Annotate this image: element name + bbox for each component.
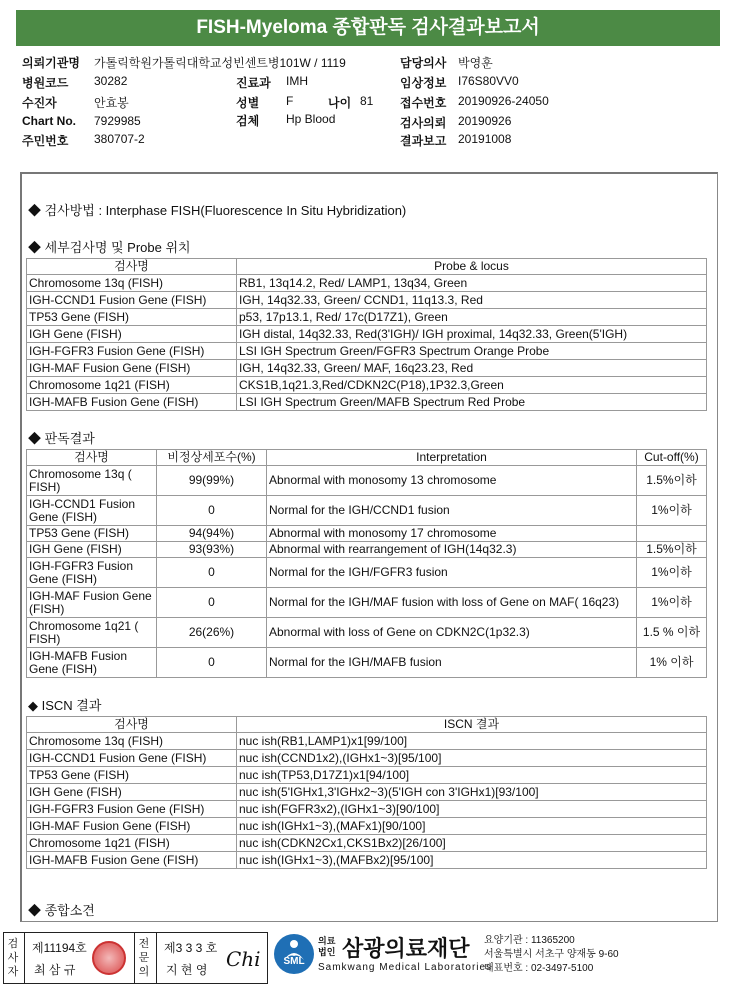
table-cell: Normal for the IGH/MAFB fusion <box>267 648 637 678</box>
org-name: 삼광의료재단 <box>342 936 470 961</box>
collector-label: 수진자 <box>22 96 57 110</box>
hospital-code-label: 병원코드 <box>22 76 69 90</box>
table-cell: IGH-MAFB Fusion Gene (FISH) <box>27 394 237 411</box>
age-label: 나이 <box>328 96 352 110</box>
table-cell: nuc ish(CDKN2Cx1,CKS1Bx2)[26/100] <box>237 835 707 852</box>
table-cell: IGH-MAF Fusion Gene (FISH) <box>27 360 237 377</box>
sml-logo-icon <box>274 934 314 974</box>
table-cell: CKS1B,1q21.3,Red/CDKN2C(P18),1P32.3,Green <box>237 377 707 394</box>
table-cell: 26(26%) <box>157 618 267 648</box>
table-row <box>27 542 707 558</box>
table-cell: IGH Gene (FISH) <box>27 542 157 558</box>
table-cell: Abnormal with loss of Gene on CDKN2C(1p32.3) <box>267 618 637 648</box>
specialist-signature: Chi <box>226 947 261 971</box>
table-row <box>27 588 707 618</box>
probe-header-locus: Probe & locus <box>237 259 707 275</box>
table-cell: nuc ish(5'IGHx1,3'IGHx2~3)(5'IGH con 3'IGHx1)[93/100] <box>237 784 707 801</box>
table-row <box>27 466 707 496</box>
patient-info <box>22 54 722 154</box>
dept-label: 진료과 <box>236 76 271 90</box>
request-date: 20190926 <box>458 114 512 128</box>
clinical-label: 임상정보 <box>400 76 447 90</box>
table-cell: 0 <box>157 588 267 618</box>
org-type: 의료 법인 <box>318 936 336 957</box>
table-row <box>27 343 707 360</box>
specialist-label: 전문의 <box>138 938 150 978</box>
doctor-label: 담당의사 <box>400 56 447 70</box>
resident-no-label: 주민번호 <box>22 134 69 148</box>
table-cell: 1% 이하 <box>637 648 707 678</box>
table-cell: Abnormal with monosomy 13 chromosome <box>267 466 637 496</box>
table-row <box>27 326 707 343</box>
table-cell: Normal for the IGH/FGFR3 fusion <box>267 558 637 588</box>
table-cell: 99(99%) <box>157 466 267 496</box>
table-cell: IGH-MAF Fusion Gene (FISH) <box>27 818 237 835</box>
table-row <box>27 394 707 411</box>
probe-header-test: 검사명 <box>27 259 237 275</box>
table-cell: Chromosome 13q ( FISH) <box>27 466 157 496</box>
table-row <box>27 784 707 801</box>
hospital-code-value: 30282 <box>94 74 128 88</box>
chart-no-value: 7929985 <box>94 114 141 128</box>
table-cell: IGH Gene (FISH) <box>27 326 237 343</box>
care-org-number: 요양기관 : 11365200 <box>484 935 575 946</box>
table-row <box>27 818 707 835</box>
sex-value: F <box>286 94 294 108</box>
report-date: 20191008 <box>458 132 512 146</box>
table-row <box>27 852 707 869</box>
iscn-header-result: ISCN 결과 <box>237 717 707 733</box>
institution-label: 의뢰기관명 <box>22 56 80 70</box>
table-row <box>27 558 707 588</box>
table-row <box>27 377 707 394</box>
inspector-label: 검사자 <box>7 938 19 978</box>
report-footer <box>0 930 736 990</box>
institution-value: 가톨릭학원가톨릭대학교성빈센트병101W / 1119 <box>94 56 346 70</box>
table-cell: IGH-MAF Fusion Gene (FISH) <box>27 588 157 618</box>
table-cell: LSI IGH Spectrum Green/MAFB Spectrum Red Probe <box>237 394 707 411</box>
table-cell: 1.5 % 이하 <box>637 618 707 648</box>
org-english-name: Samkwang Medical Laboratories <box>318 962 493 973</box>
result-header-test: 검사명 <box>27 450 157 466</box>
table-cell: IGH-MAFB Fusion Gene (FISH) <box>27 648 157 678</box>
table-cell: Normal for the IGH/CCND1 fusion <box>267 496 637 526</box>
table-cell: IGH-CCND1 Fusion Gene (FISH) <box>27 496 157 526</box>
dept-value: IMH <box>286 74 308 88</box>
table-cell: IGH-CCND1 Fusion Gene (FISH) <box>27 292 237 309</box>
table-cell: 93(93%) <box>157 542 267 558</box>
table-cell: 94(94%) <box>157 526 267 542</box>
table-cell: Abnormal with monosomy 17 chromosome <box>267 526 637 542</box>
table-cell: 1.5%이하 <box>637 542 707 558</box>
table-cell: IGH-FGFR3 Fusion Gene (FISH) <box>27 558 157 588</box>
org-phone: 대표번호 : 02-3497-5100 <box>484 963 594 974</box>
table-cell: TP53 Gene (FISH) <box>27 309 237 326</box>
signature-box <box>3 932 268 984</box>
table-cell: RB1, 13q14.2, Red/ LAMP1, 13q34, Green <box>237 275 707 292</box>
table-cell: Chromosome 1q21 (FISH) <box>27 835 237 852</box>
inspector-no: 제11194호 <box>32 941 87 955</box>
specialist-name: 지 현 영 <box>166 963 208 977</box>
table-cell: nuc ish(IGHx1~3),(MAFx1)[90/100] <box>237 818 707 835</box>
figure-icon <box>274 934 314 974</box>
table-cell <box>637 526 707 542</box>
age-value: 81 <box>360 94 374 108</box>
table-cell: 1.5%이하 <box>637 466 707 496</box>
table-cell: Abnormal with rearrangement of IGH(14q32.3) <box>267 542 637 558</box>
table-cell: nuc ish(RB1,LAMP1)x1[99/100] <box>237 733 707 750</box>
specialist-no: 제3 3 3 호 <box>164 941 218 955</box>
result-header-cutoff: Cut-off(%) <box>637 450 707 466</box>
table-row <box>27 648 707 678</box>
table-cell: nuc ish(FGFR3x2),(IGHx1~3)[90/100] <box>237 801 707 818</box>
table-cell: Chromosome 1q21 ( FISH) <box>27 618 157 648</box>
table-row <box>27 618 707 648</box>
table-cell: nuc ish(TP53,D17Z1)x1[94/100] <box>237 767 707 784</box>
table-cell: IGH Gene (FISH) <box>27 784 237 801</box>
inspector-name: 최 삼 규 <box>34 963 76 977</box>
report-title: FISH-Myeloma 종합판독 검사결과보고서 <box>16 10 720 46</box>
table-cell: Chromosome 13q (FISH) <box>27 275 237 292</box>
clinical-value: I76S80VV0 <box>458 74 519 88</box>
result-table <box>26 449 707 678</box>
request-label: 검사의뢰 <box>400 116 447 130</box>
table-cell: IGH-FGFR3 Fusion Gene (FISH) <box>27 343 237 360</box>
resident-no-value: 380707-2 <box>94 132 145 146</box>
collector-value: 안효봉 <box>94 96 129 110</box>
doctor-value: 박영훈 <box>458 56 493 70</box>
table-row <box>27 733 707 750</box>
summary-title: ◆ 종합소견 <box>28 903 95 918</box>
table-cell: 0 <box>157 496 267 526</box>
chart-no-label: Chart No. <box>22 114 76 128</box>
table-cell: nuc ish(CCND1x2),(IGHx1~3)[95/100] <box>237 750 707 767</box>
table-cell: 1%이하 <box>637 496 707 526</box>
table-row <box>27 496 707 526</box>
probe-section-title: ◆ 세부검사명 및 Probe 위치 <box>28 240 191 255</box>
logo-text: SML <box>283 956 305 967</box>
org-contact <box>484 934 619 976</box>
table-cell: IGH, 14q32.33, Green/ CCND1, 11q13.3, Red <box>237 292 707 309</box>
table-row <box>27 292 707 309</box>
table-cell: Chromosome 13q (FISH) <box>27 733 237 750</box>
table-row <box>27 360 707 377</box>
table-cell: TP53 Gene (FISH) <box>27 526 157 542</box>
table-row <box>27 835 707 852</box>
probe-table <box>26 258 707 411</box>
method-text: ◆ 검사방법 : Interphase FISH(Fluorescence In Situ Hybridization) <box>28 203 407 218</box>
specimen-label: 검체 <box>236 114 260 128</box>
result-section-title: ◆ 판독결과 <box>28 431 95 446</box>
table-cell: Normal for the IGH/MAF fusion with loss of Gene on MAF( 16q23) <box>267 588 637 618</box>
table-cell: 0 <box>157 648 267 678</box>
report-label: 결과보고 <box>400 134 447 148</box>
table-cell: LSI IGH Spectrum Green/FGFR3 Spectrum Orange Probe <box>237 343 707 360</box>
result-header-abnormal: 비정상세포수(%) <box>157 450 267 466</box>
table-cell: 1%이하 <box>637 588 707 618</box>
table-row <box>27 309 707 326</box>
iscn-table <box>26 716 707 869</box>
iscn-header-test: 검사명 <box>27 717 237 733</box>
probe-rows <box>27 275 707 411</box>
table-row <box>27 801 707 818</box>
table-cell: 0 <box>157 558 267 588</box>
table-cell: IGH-MAFB Fusion Gene (FISH) <box>27 852 237 869</box>
sex-label: 성별 <box>236 96 260 110</box>
inspector-seal <box>92 941 126 975</box>
table-row <box>27 275 707 292</box>
table-row <box>27 750 707 767</box>
specimen-value: Hp Blood <box>286 112 336 126</box>
table-row <box>27 767 707 784</box>
table-cell: p53, 17p13.1, Red/ 17c(D17Z1), Green <box>237 309 707 326</box>
table-row <box>27 526 707 542</box>
table-cell: TP53 Gene (FISH) <box>27 767 237 784</box>
result-header-interpretation: Interpretation <box>267 450 637 466</box>
iscn-section-title: ◆ ISCN 결과 <box>28 698 102 713</box>
table-cell: Chromosome 1q21 (FISH) <box>27 377 237 394</box>
table-cell: 1%이하 <box>637 558 707 588</box>
org-address: 서울특별시 서초구 양재동 9-60 <box>484 949 619 960</box>
receipt-label: 접수번호 <box>400 96 447 110</box>
table-cell: IGH-CCND1 Fusion Gene (FISH) <box>27 750 237 767</box>
table-cell: IGH-FGFR3 Fusion Gene (FISH) <box>27 801 237 818</box>
receipt-value: 20190926-24050 <box>458 94 549 108</box>
table-cell: IGH distal, 14q32.33, Red(3'IGH)/ IGH proximal, 14q32.33, Green(5'IGH) <box>237 326 707 343</box>
table-cell: IGH, 14q32.33, Green/ MAF, 16q23.23, Red <box>237 360 707 377</box>
table-cell: nuc ish(IGHx1~3),(MAFBx2)[95/100] <box>237 852 707 869</box>
